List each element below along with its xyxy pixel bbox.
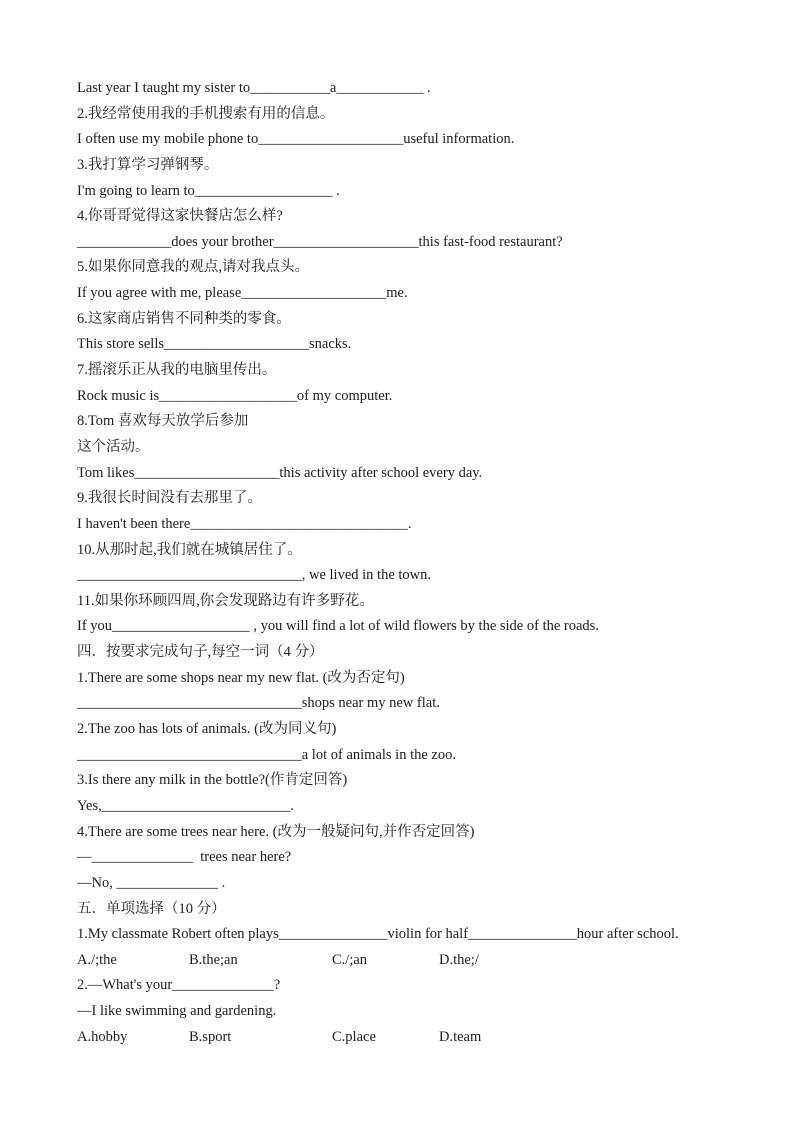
text-segment: snacks. (309, 336, 352, 353)
sentence-cn-9 (77, 486, 757, 512)
text-segment: 4.There are some trees near here. (改为一般疑问句,并作否定回答) (77, 823, 475, 840)
fill-blank: ______________ (116, 874, 218, 891)
section-5-heading (77, 897, 757, 923)
sentence-cn-11 (77, 589, 757, 615)
text-segment: of my computer. (296, 387, 393, 404)
fill-blank: ______________ (172, 977, 274, 994)
q4-4-answer (77, 871, 757, 897)
text-segment: . (332, 182, 340, 199)
section-4-heading (77, 640, 757, 666)
text-segment: this activity after school every day. (279, 464, 483, 481)
sentence-cn-7 (77, 358, 757, 384)
choice-option: B.the;an (189, 951, 238, 968)
text-segment: violin for half (387, 926, 469, 943)
fill-blank: ____________________ (241, 285, 387, 302)
text-segment: , we lived in the town. (301, 567, 432, 584)
q5-2-choices (77, 1025, 757, 1051)
text-segment: this fast-food restaurant? (418, 233, 563, 250)
sentence-cn-3 (77, 153, 757, 179)
sentence-en-5 (77, 281, 757, 307)
sentence-cn-8b (77, 435, 757, 461)
text-segment: me. (386, 285, 408, 302)
sentence-cn-4 (77, 204, 757, 230)
text-segment: 3.我打算学习弹钢琴。 (77, 156, 219, 173)
text-segment: 2.—What's your (77, 977, 173, 994)
q4-2-answer (77, 743, 757, 769)
text-segment: . (407, 515, 412, 532)
fill-blank: ____________________ (273, 233, 419, 250)
text-segment: . (290, 797, 294, 814)
text-segment: I often use my mobile phone to (77, 131, 259, 148)
fill-blank: ____________________ (164, 336, 309, 353)
text-segment: trees near here? (193, 849, 292, 866)
text-segment: 4.你哥哥觉得这家快餐店怎么样? (77, 208, 283, 225)
q4-4 (77, 820, 757, 846)
text-segment: 这个活动。 (77, 438, 150, 455)
text-segment: 8.Tom 喜欢每天放学后参加 (77, 413, 249, 430)
sentence-cn-10 (77, 538, 757, 564)
q4-2 (77, 717, 757, 743)
text-segment: . (423, 80, 431, 96)
text-segment: 2.The zoo has lots of animals. (改为同义句) (77, 721, 337, 738)
text-segment: does your brother (171, 233, 274, 250)
text-segment: 6.这家商店销售不同种类的零食。 (77, 310, 291, 327)
fill-blank: _______________________________ (77, 746, 302, 763)
q4-1 (77, 666, 757, 692)
q4-1-answer (77, 691, 757, 717)
text-segment: 9.我很长时间没有去那里了。 (77, 490, 262, 507)
sentence-en-4 (77, 230, 757, 256)
sentence-en-10 (77, 563, 757, 589)
sentence-en-6 (77, 332, 757, 358)
sentence-en-11 (77, 614, 757, 640)
sentence-en-2 (77, 127, 757, 153)
text-segment: 1.There are some shops near my new flat. (改为否定句) (77, 669, 405, 686)
fill-blank: ___________________ (112, 618, 250, 635)
sentence-en-3 (77, 179, 757, 205)
text-segment: Last year I taught my sister to (77, 80, 251, 96)
fill-blank: _____________ (77, 233, 172, 250)
text-segment: Yes, (77, 797, 102, 814)
text-segment: 11.如果你环顾四周,你会发现路边有许多野花。 (77, 592, 374, 609)
sentence-en-8 (77, 461, 757, 487)
sentence-cn-8a (77, 409, 757, 435)
choice-option: A.hobby (77, 1028, 128, 1045)
text-segment: 7.摇滚乐正从我的电脑里传出。 (77, 362, 277, 379)
text-segment: If you agree with me, please (77, 285, 242, 302)
text-segment: This store sells (77, 336, 164, 353)
q5-2-response (77, 999, 757, 1025)
choice-option: D.team (439, 1028, 482, 1045)
fill-blank: ______________ (91, 849, 193, 866)
q4-4-question (77, 845, 757, 871)
sentence-cn-5 (77, 255, 757, 281)
fill-blank: ______________________________ (190, 515, 408, 532)
text-segment: I haven't been there (77, 515, 191, 532)
text-segment: —No, (77, 874, 117, 891)
fill-blank: ____________________ (258, 131, 404, 148)
text-segment: 1.My classmate Robert often plays (77, 926, 279, 943)
text-segment: shops near my new flat. (301, 695, 440, 712)
fill-blank: ___________________ (194, 182, 333, 199)
q5-1 (77, 922, 757, 948)
choice-option: A./;the (77, 951, 117, 968)
text-segment: a (329, 80, 337, 96)
fill-blank: __________________________ (101, 797, 291, 814)
worksheet-content (77, 76, 757, 1050)
q4-3-answer (77, 794, 757, 820)
fill-blank: ____________ (336, 80, 424, 96)
sentence-en-9 (77, 512, 757, 538)
text-segment: , you will find a lot of wild flowers by the side of the roads. (249, 618, 599, 635)
choice-option: C./;an (332, 951, 368, 968)
q5-2 (77, 973, 757, 999)
fill-blank: ___________________ (159, 387, 297, 404)
choice-option: C.place (332, 1028, 376, 1045)
sentence-cn-6 (77, 307, 757, 333)
text-segment: If you (77, 618, 113, 635)
text-segment: hour after school. (576, 926, 679, 943)
text-segment: 五．单项选择（10 分） (77, 900, 226, 917)
choice-option: D.the;/ (439, 951, 479, 968)
text-segment: — (77, 849, 92, 866)
text-segment: 2.我经常使用我的手机搜索有用的信息。 (77, 105, 335, 122)
text-segment: I'm going to learn to (77, 182, 195, 199)
fill-blank: ___________ (250, 80, 330, 96)
fill-blank: _______________________________ (77, 567, 302, 584)
text-segment: 3.Is there any milk in the bottle?(作肯定回答) (77, 772, 348, 789)
text-segment: useful information. (403, 131, 515, 148)
sentence-cn-2 (77, 102, 757, 128)
choice-option: B.sport (189, 1028, 232, 1045)
fill-blank: _______________ (468, 926, 577, 943)
text-segment: Rock music is (77, 387, 160, 404)
text-segment: Tom likes (77, 464, 135, 481)
q4-3 (77, 768, 757, 794)
text-segment: 10.从那时起,我们就在城镇居住了。 (77, 541, 302, 558)
text-segment: ? (273, 977, 281, 994)
text-segment: a lot of animals in the zoo. (301, 746, 456, 763)
q5-1-choices (77, 948, 757, 974)
fill-blank: ____________________ (134, 464, 280, 481)
text-segment: 5.如果你同意我的观点,请对我点头。 (77, 259, 309, 276)
text-segment: —I like swimming and gardening. (77, 1003, 277, 1020)
sentence-en-7 (77, 384, 757, 410)
text-segment: 四．按要求完成句子,每空一词（4 分） (77, 644, 324, 661)
sentence-en-1 (77, 76, 757, 102)
fill-blank: _______________________________ (77, 695, 302, 712)
fill-blank: _______________ (278, 926, 388, 943)
text-segment: . (217, 874, 226, 891)
